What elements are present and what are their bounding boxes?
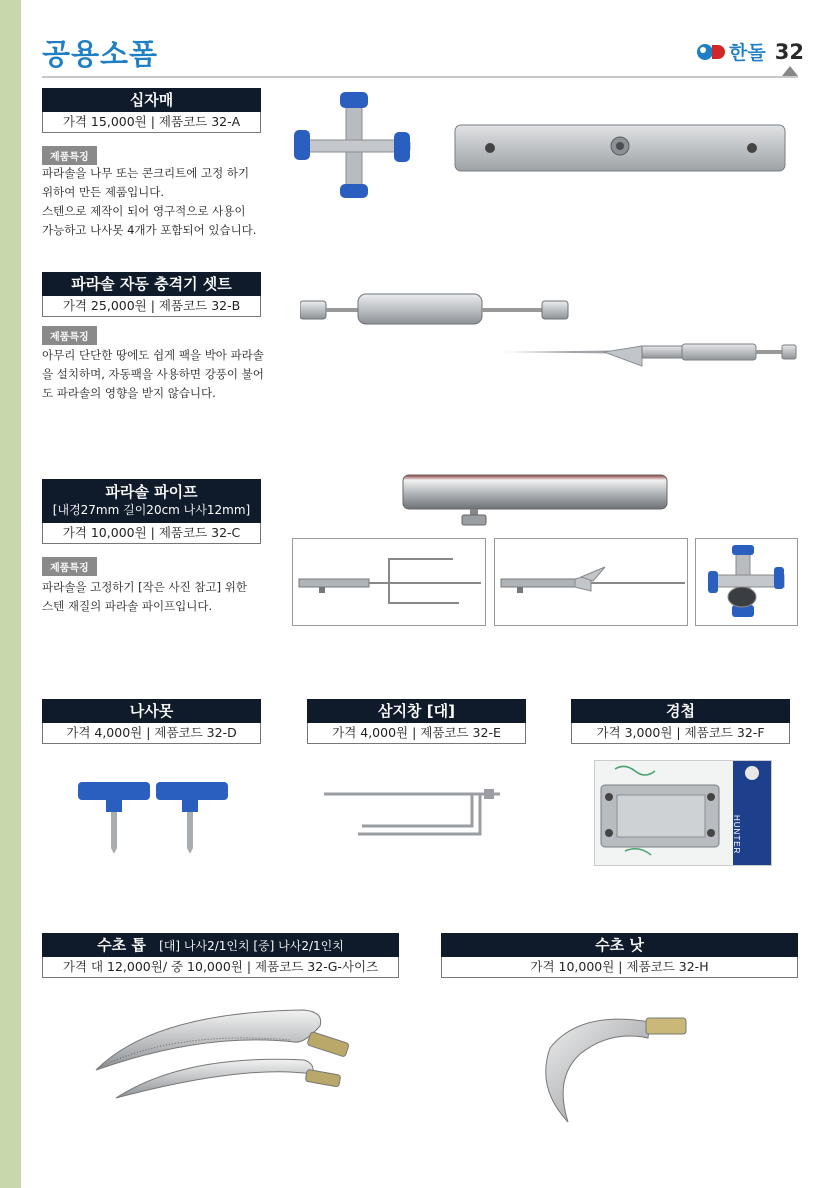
product-price-row: 가격 대 12,000원/ 중 10,000원 | 제품코드 32-G-사이즈 xyxy=(42,957,399,978)
description-line: 스텐 재질의 파라솔 파이프입니다. xyxy=(42,599,213,613)
description-line: 도 파라솔의 영향을 받지 않습니다. xyxy=(42,386,216,400)
product-name-suffix: [대] 나사2/1인치 [중] 나사2/1인치 xyxy=(159,939,344,953)
product-title-32c xyxy=(42,479,261,523)
photo-pipe-with-peg xyxy=(494,538,688,626)
product-price-row: 가격 4,000원 | 제품코드 32-E xyxy=(307,723,526,744)
product-name: 수초 톱 xyxy=(97,936,146,954)
photo-weed-saws xyxy=(94,1004,360,1104)
product-price: 가격 15,000원 xyxy=(62,114,147,129)
product-description xyxy=(42,578,247,616)
side-accent-bar xyxy=(0,0,21,1188)
brand-name: 한돌 xyxy=(729,42,766,64)
product-code: 제품코드 32-E xyxy=(420,725,501,740)
photo-pipe-with-fork xyxy=(292,538,486,626)
product-price-row: 가격 10,000원 | 제품코드 32-C xyxy=(42,523,261,544)
product-description xyxy=(42,164,256,240)
product-code: 제품코드 32-A xyxy=(158,114,241,129)
hunter-label: HUNTER xyxy=(732,815,741,855)
description-line: 스텐으로 제작이 되어 영구적으로 사용이 xyxy=(42,204,246,218)
product-price: 가격 대 12,000원/ 중 10,000원 xyxy=(62,959,243,974)
product-description xyxy=(42,346,264,403)
product-title-32h xyxy=(441,933,798,957)
product-price-row: 가격 4,000원 | 제품코드 32-D xyxy=(42,723,261,744)
photo-hinge-package xyxy=(594,760,772,866)
photo-cross-anchor xyxy=(290,92,420,204)
product-code: 제품코드 32-D xyxy=(154,725,237,740)
product-title-32b xyxy=(42,272,261,296)
product-code: 제품코드 32-F xyxy=(684,725,765,740)
description-line: 파라솔을 나무 또는 콘크리트에 고정 하기 xyxy=(42,166,250,180)
description-line: 가능하고 나사못 4개가 포함되어 있습니다. xyxy=(42,223,257,237)
product-price: 가격 4,000원 xyxy=(66,725,143,740)
product-title-32d xyxy=(42,699,261,723)
photo-flat-bracket xyxy=(454,124,786,172)
product-name: 경첩 xyxy=(666,702,695,720)
page-title: 공용소폼 xyxy=(42,37,159,71)
product-name: 파라솔 파이프 xyxy=(105,483,198,501)
photo-trident xyxy=(322,784,504,840)
product-spec: [내경27mm 길이20cm 나사12mm] xyxy=(52,503,251,517)
product-title-32g xyxy=(42,933,399,957)
description-line: 을 설치하며, 자동팩을 사용하면 강풍이 불어 xyxy=(42,367,264,381)
photo-weed-sickle xyxy=(540,1008,690,1126)
photo-parasol-pipe xyxy=(402,474,668,528)
product-price-row: 가격 25,000원 | 제품코드 32-B xyxy=(42,296,261,317)
product-name: 수초 낫 xyxy=(595,936,644,954)
product-name: 삼지창 [대] xyxy=(378,702,455,720)
product-price: 가격 25,000원 xyxy=(62,298,147,313)
feature-tag: 제품특징 xyxy=(42,557,97,576)
description-line: 아무리 단단한 땅에도 쉽게 팩을 박아 파라솔 xyxy=(42,348,264,362)
photo-auto-peg xyxy=(504,340,798,372)
product-code: 제품코드 32-H xyxy=(626,959,709,974)
product-name: 십자매 xyxy=(129,91,174,109)
brand-logo-icon xyxy=(696,43,726,61)
description-line: 위하여 만든 제품입니다. xyxy=(42,185,165,199)
photo-impact-driver xyxy=(300,292,570,328)
product-price: 가격 4,000원 xyxy=(332,725,409,740)
feature-tag: 제품특징 xyxy=(42,146,97,165)
photo-screws xyxy=(76,778,232,858)
header-divider xyxy=(42,76,798,78)
product-title-32e xyxy=(307,699,526,723)
product-title-32a xyxy=(42,88,261,112)
product-title-32f xyxy=(571,699,790,723)
product-code: 제품코드 32-G-사이즈 xyxy=(255,959,379,974)
description-line: 파라솔을 고정하기 [작은 사진 참고] 위한 xyxy=(42,580,247,594)
product-name: 나사못 xyxy=(129,702,174,720)
product-code: 제품코드 32-B xyxy=(158,298,241,313)
product-price: 가격 3,000원 xyxy=(596,725,673,740)
corner-triangle-icon xyxy=(782,66,798,76)
feature-tag: 제품특징 xyxy=(42,326,97,345)
photo-cross-anchor-with-pipe xyxy=(695,538,798,626)
product-price-row: 가격 10,000원 | 제품코드 32-H xyxy=(441,957,798,978)
product-price-row: 가격 15,000원 | 제품코드 32-A xyxy=(42,112,261,133)
product-price: 가격 10,000원 xyxy=(62,525,147,540)
brand-header xyxy=(696,38,804,65)
product-name: 파라솔 자동 충격기 셋트 xyxy=(71,275,232,293)
page-number: 32 xyxy=(774,39,804,64)
product-price: 가격 10,000원 xyxy=(530,959,615,974)
product-code: 제품코드 32-C xyxy=(158,525,241,540)
product-price-row: 가격 3,000원 | 제품코드 32-F xyxy=(571,723,790,744)
